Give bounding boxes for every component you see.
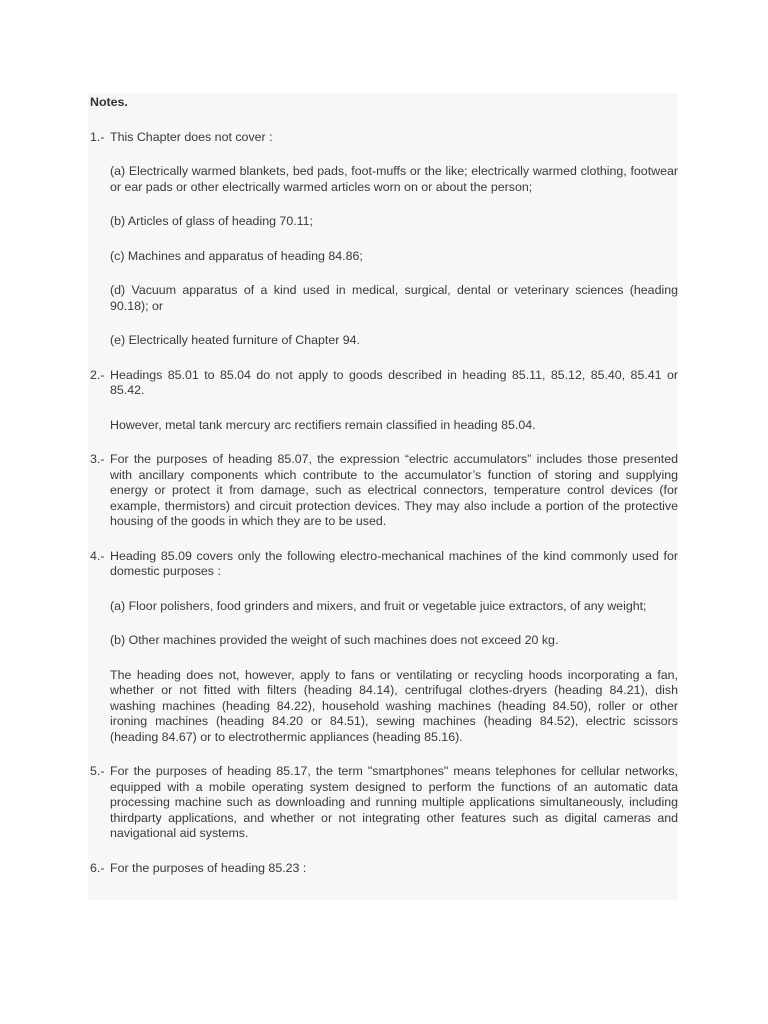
- note-5: [90, 764, 678, 842]
- note-6: [90, 861, 678, 877]
- note-number: 5.-: [90, 764, 105, 778]
- note-text: This Chapter does not cover :: [110, 129, 273, 144]
- notes-title: Notes.: [90, 95, 128, 109]
- note-2: [90, 368, 678, 399]
- note-text: For the purposes of heading 85.17, the term "smartphones" means telephones for cellular networks, equipped with a mobile operating system designed to perform the functions of an automatic data processing machine such as downloading and running multiple applications simultaneously, including thirdparty applications, and whether or not integrating other features such as digital cameras and navigational aid systems.: [110, 764, 678, 840]
- note-text: For the purposes of heading 85.23 :: [110, 860, 307, 875]
- note-number: 4.-: [90, 548, 105, 563]
- note-1: [90, 130, 678, 146]
- note-4: [90, 549, 678, 580]
- note-3: [90, 452, 678, 530]
- note-number: 2.-: [90, 367, 105, 382]
- document-page: [88, 93, 678, 900]
- note-1-item-c: (c) Machines and apparatus of heading 84.86;: [110, 248, 363, 263]
- note-1-item-a: (a) Electrically warmed blankets, bed pads, foot-muffs or the like; electrically warmed clothing, footwear or ear pads or other electrically warmed articles worn on or about the person;: [110, 164, 678, 194]
- note-number: 6.-: [90, 860, 105, 875]
- note-number: 3.-: [90, 452, 105, 466]
- note-1-item-e: (e) Electrically heated furniture of Chapter 94.: [110, 333, 361, 347]
- note-number: 1.-: [90, 129, 105, 144]
- note-text: Heading 85.09 covers only the following electro-mechanical machines of the kind commonly used for domestic purposes :: [110, 548, 678, 578]
- note-text: For the purposes of heading 85.07, the expression “electric accumulators” includes those presented with ancillary components which contribute to the accumulator’s function of storing and supplying energy or protect it from damage, such as electrical connectors, temperature control devices (for example, thermistors) and circuit protection devices. They may also include a portion of the protective housing of the goods in which they are to be used.: [110, 452, 678, 528]
- note-4-paragraph: The heading does not, however, apply to fans or ventilating or recycling hoods incorporating a fan, whether or not fitted with filters (heading 84.14), centrifugal clothes-dryers (heading 84.21), dish washing machines (heading 84.22), household washing machines (heading 84.50), roller or other ironing machines (heading 84.20 or 84.51), sewing machines (heading 84.52), electric scissors (heading 84.67) or to electrothermic appliances (heading 85.16).: [110, 667, 678, 744]
- note-4-item-a: (a) Floor polishers, food grinders and mixers, and fruit or vegetable juice extractors, of any weight;: [110, 598, 647, 613]
- note-4-item-b: (b) Other machines provided the weight of such machines does not exceed 20 kg.: [110, 633, 559, 647]
- note-1-item-b: (b) Articles of glass of heading 70.11;: [110, 214, 313, 228]
- note-2-paragraph: However, metal tank mercury arc rectifiers remain classified in heading 85.04.: [110, 417, 536, 432]
- note-text: Headings 85.01 to 85.04 do not apply to goods described in heading 85.11, 85.12, 85.40, 85.41 or 85.42.: [110, 367, 678, 397]
- note-1-item-d: (d) Vacuum apparatus of a kind used in medical, surgical, dental or veterinary sciences (heading 90.18); or: [110, 283, 678, 313]
